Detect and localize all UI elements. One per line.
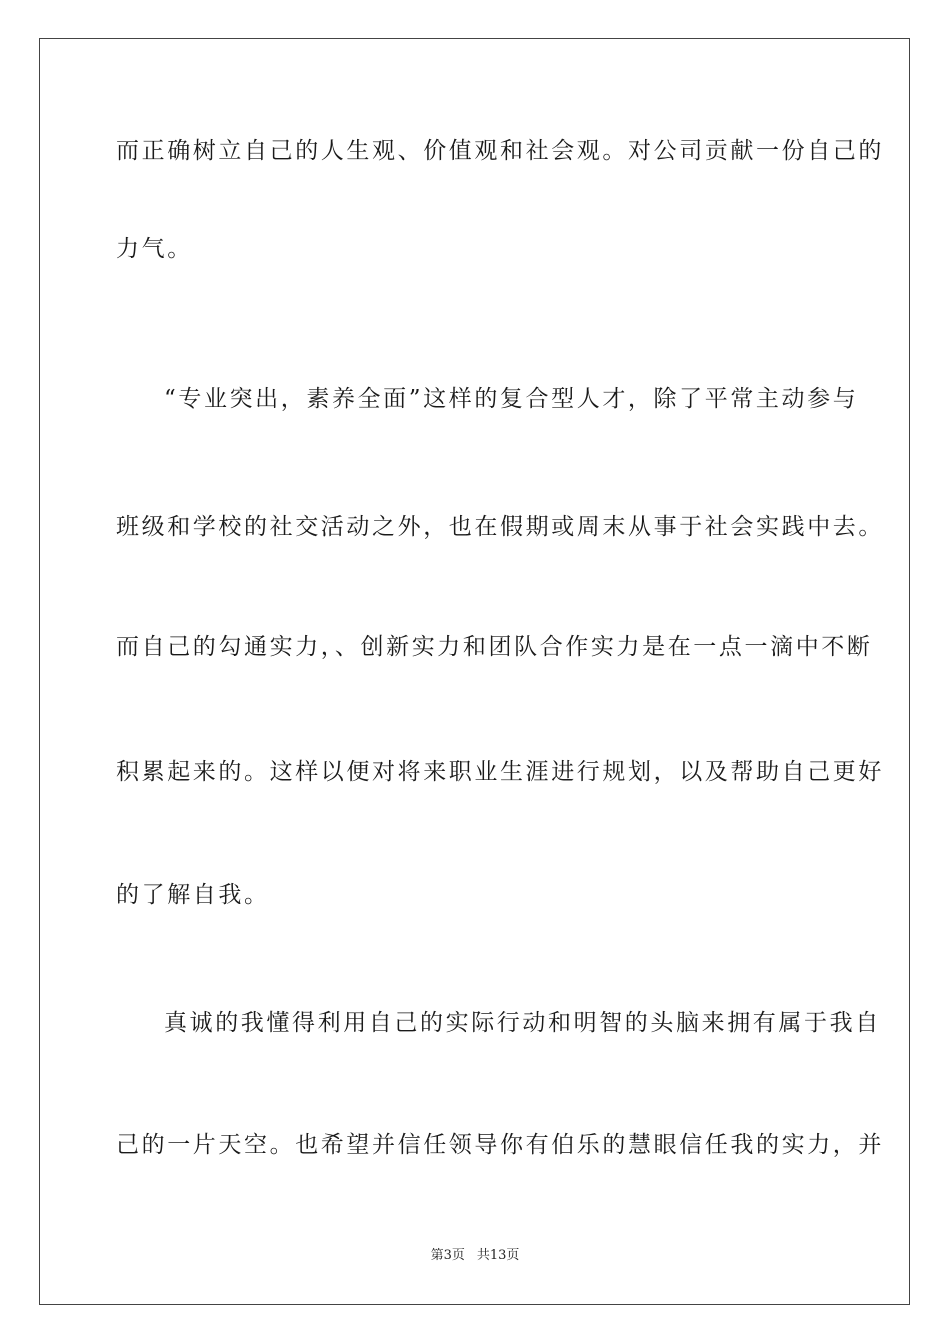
paragraph-line-8: 真诚的我懂得利用自己的实际行动和明智的头脑来拥有属于我自 [164, 1010, 881, 1036]
page-number: 第3页 [430, 1248, 465, 1263]
paragraph-line-6: 积累起来的。这样以便对将来职业生涯进行规划，以及帮助自己更好 [116, 759, 884, 785]
paragraph-line-9: 己的一片天空。也希望并信任领导你有伯乐的慧眼信任我的实力，并 [116, 1132, 884, 1158]
paragraph-line-7: 的了解自我。 [116, 882, 270, 908]
paragraph-line-3: “专业突出，素养全面”这样的复合型人才，除了平常主动参与 [164, 386, 859, 412]
paragraph-line-5: 而自己的勾通实力，、创新实力和团队合作实力是在一点一滴中不断 [116, 634, 873, 660]
page-border [39, 38, 910, 1305]
paragraph-line-1: 而正确树立自己的人生观、价值观和社会观。对公司贡献一份自己的 [116, 138, 884, 164]
page-footer [0, 1248, 950, 1264]
paragraph-line-4: 班级和学校的社交活动之外，也在假期或周末从事于社会实践中去。 [116, 514, 884, 540]
page-total: 共13页 [476, 1248, 520, 1263]
paragraph-line-2: 力气。 [116, 236, 193, 262]
